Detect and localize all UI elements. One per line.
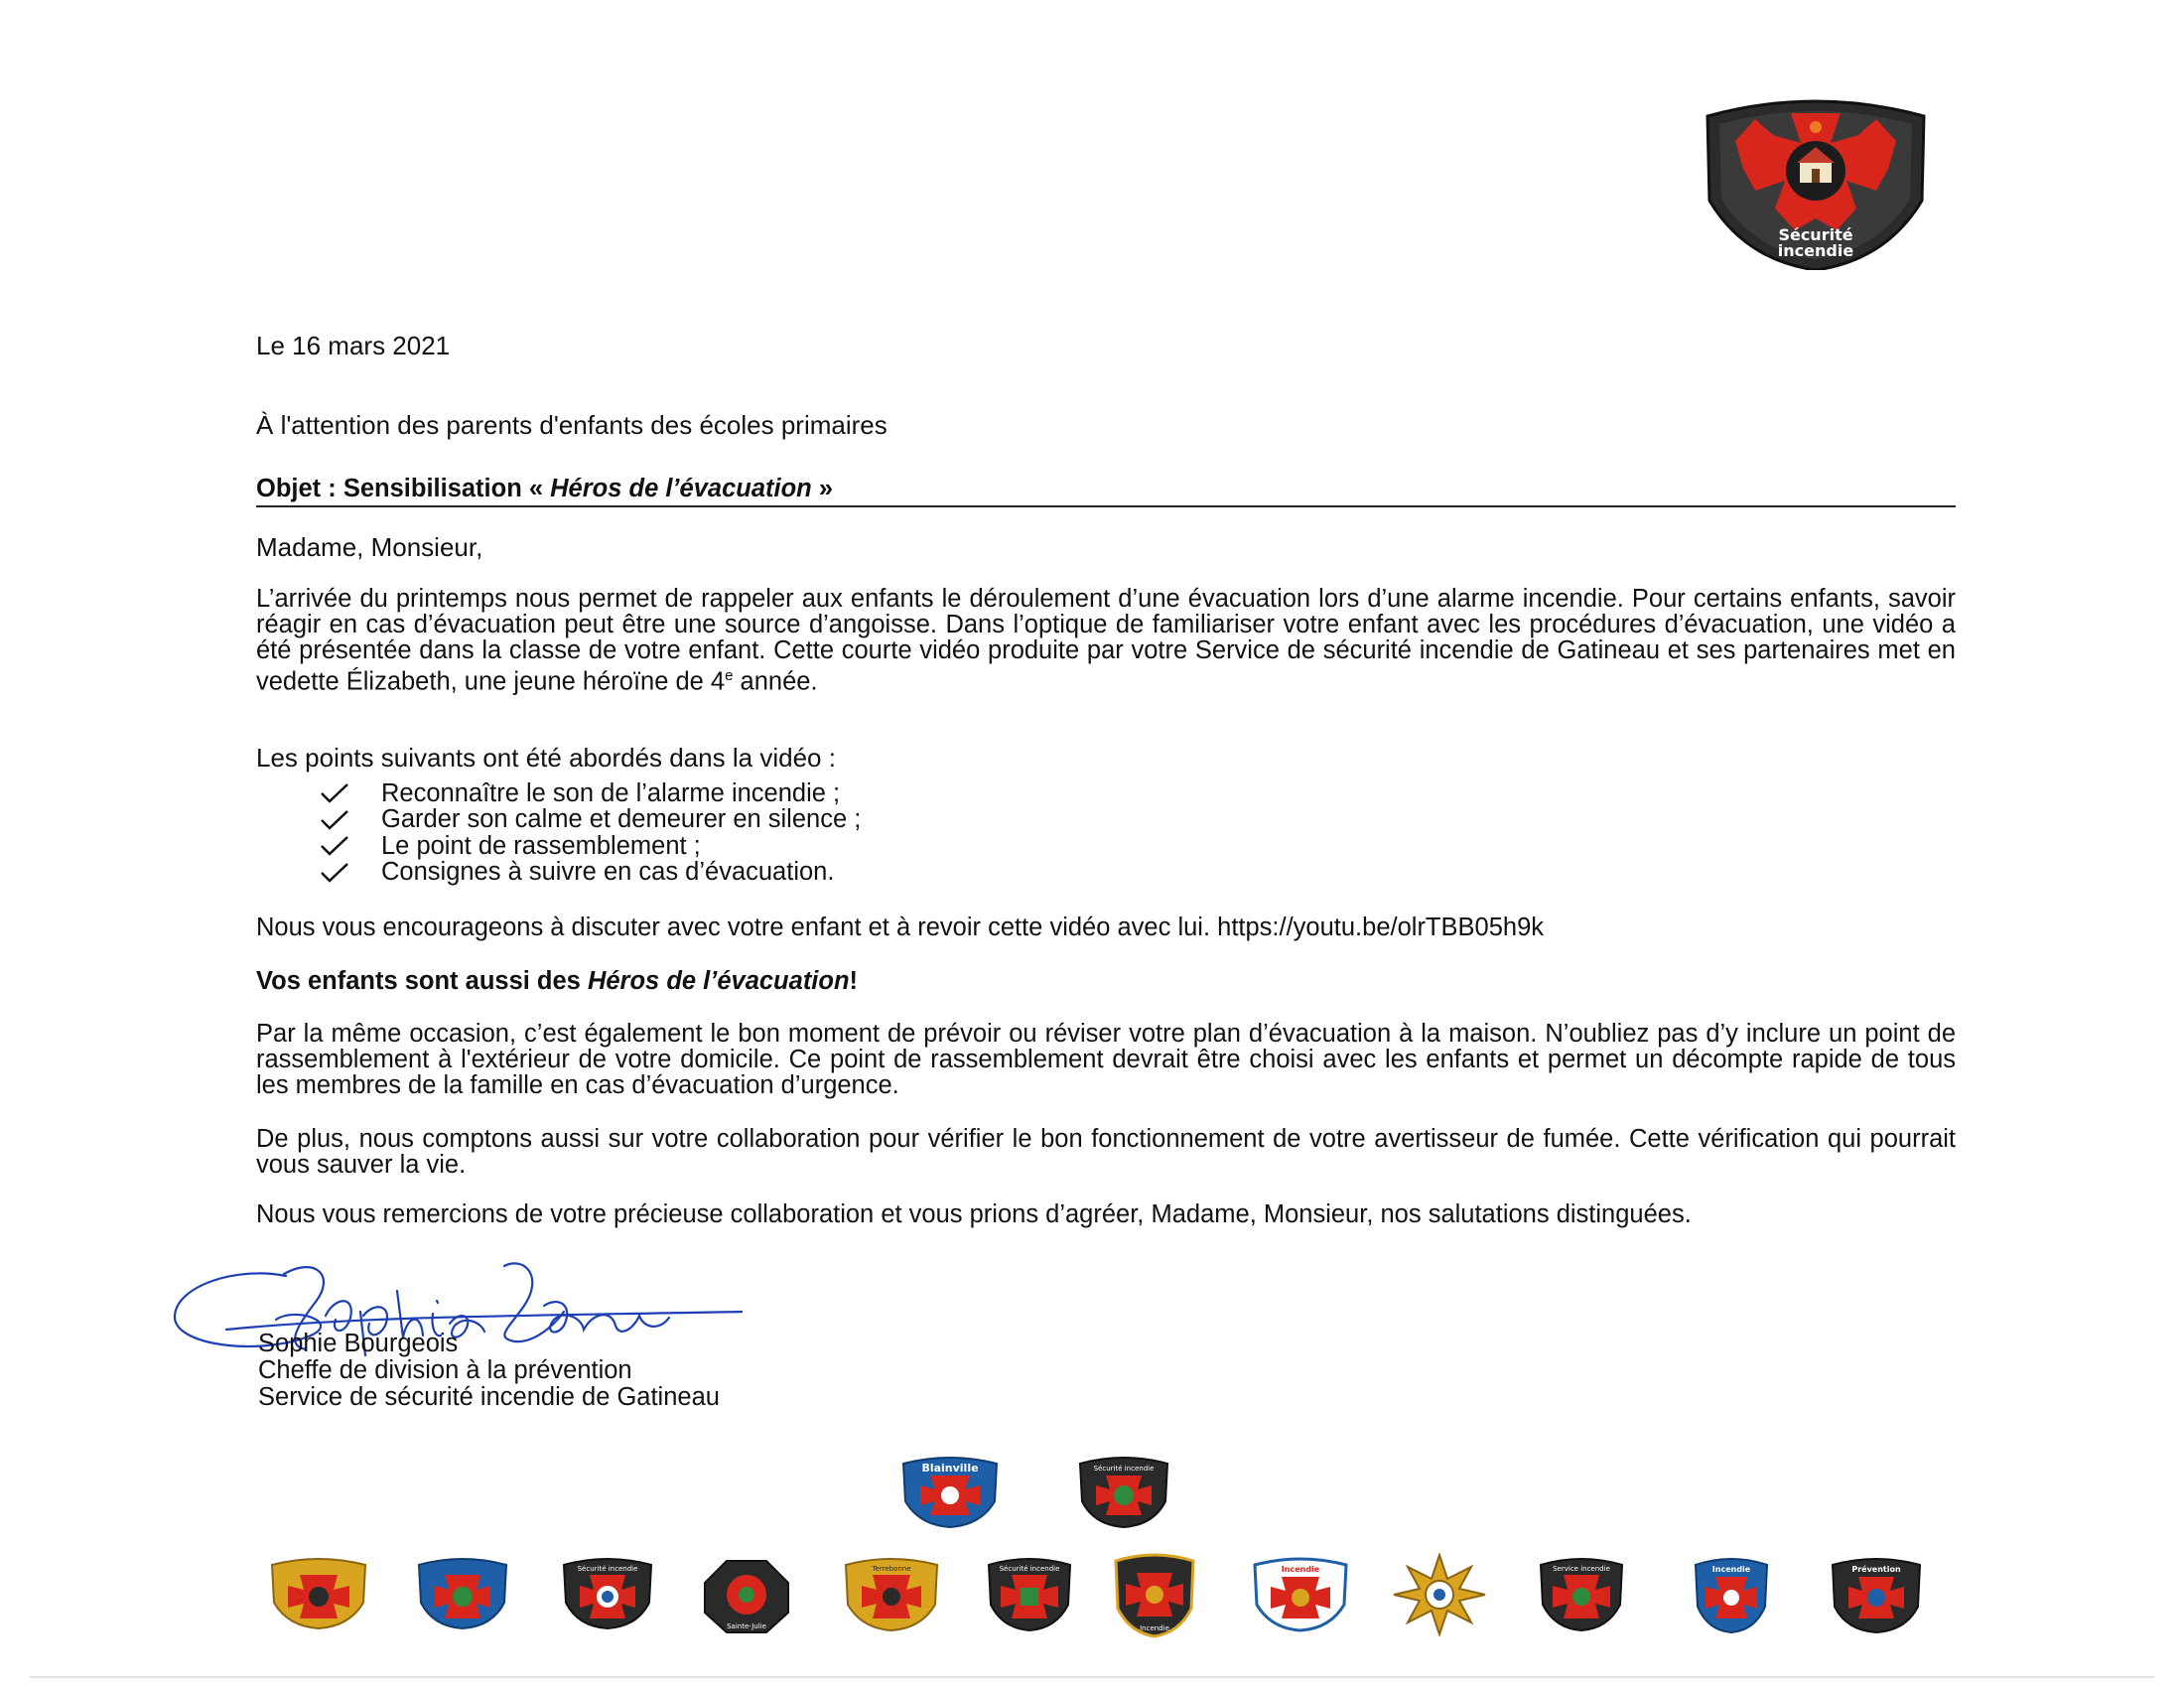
- subject-suffix: »: [811, 475, 834, 502]
- signature-block: [258, 1331, 720, 1411]
- partner-badge: [266, 1557, 371, 1630]
- letter-subject: [256, 475, 1956, 507]
- partner-badge: [1074, 1456, 1173, 1529]
- signer-title: Cheffe de division à la prévention: [258, 1356, 632, 1384]
- logo-text-securite: Sécurité: [1778, 225, 1853, 244]
- badge-label: Prévention: [1851, 1565, 1901, 1574]
- partner-badge: [983, 1557, 1076, 1632]
- signer-organization: Service de sécurité incendie de Gatineau: [258, 1383, 720, 1411]
- video-text: Nous vous encourageons à discuter avec votre enfant et à revoir cette vidéo avec lui.: [256, 914, 1218, 941]
- subject-title: Héros de l’évacuation: [550, 475, 812, 502]
- partner-badge: [840, 1557, 943, 1632]
- badge-label: Sécurité incendie: [999, 1565, 1060, 1573]
- heroes-title: Héros de l’évacuation: [587, 967, 850, 995]
- partner-badge: [1827, 1557, 1926, 1634]
- partner-badge: [1535, 1557, 1628, 1632]
- checkmark-icon: [320, 782, 349, 804]
- partner-badge: [1249, 1557, 1352, 1632]
- list-item: [320, 833, 861, 860]
- list-item-text: Le point de rassemblement ;: [381, 831, 701, 860]
- badge-label: Blainville: [921, 1462, 979, 1475]
- badge-label: Terrebonne: [872, 1565, 911, 1573]
- list-item-text: Garder son calme et demeurer en silence ;: [381, 805, 862, 834]
- heroes-prefix: Vos enfants sont aussi des: [256, 967, 588, 995]
- heroes-suffix: !: [849, 967, 859, 995]
- page-edge-line: [30, 1676, 2154, 1678]
- paragraph-closing: Nous vous remercions de votre précieuse collaboration et vous prions d’agréer, Madame, Monsieur, nos salutations distinguées.: [256, 1200, 1692, 1228]
- list-item: [320, 780, 861, 807]
- partner-badge: [1392, 1553, 1487, 1636]
- badge-label: Service incendie: [1553, 1565, 1610, 1573]
- badge-label: Incendie: [1281, 1565, 1320, 1574]
- partner-badge: [558, 1557, 657, 1630]
- paragraph-smoke-detector: De plus, nous comptons aussi sur votre collaboration pour vérifier le bon fonctionnement de votre avertisseur de fumée. Cette vérification qui pourrait vous sauver la vie.: [256, 1125, 1956, 1179]
- badge-label: Sécurité incendie: [1093, 1465, 1155, 1473]
- ordinal-superscript: e: [725, 667, 734, 684]
- letter-greeting: Madame, Monsieur,: [256, 532, 483, 562]
- list-item: [320, 860, 861, 887]
- partner-badge: [701, 1557, 792, 1636]
- badge-label: Sainte-Julie: [727, 1622, 766, 1630]
- list-item: [320, 807, 861, 834]
- partner-badge: [1110, 1553, 1199, 1638]
- blainville-badge: [895, 1456, 1005, 1529]
- checkmark-icon: [320, 809, 349, 831]
- signer-name: Sophie Bourgeois: [258, 1330, 459, 1357]
- partner-badge: [413, 1557, 512, 1630]
- list-intro: Les points suivants ont été abordés dans la vidéo :: [256, 743, 836, 773]
- badge-label: Incendie: [1140, 1624, 1169, 1632]
- checkmark-icon: [320, 862, 349, 884]
- badge-label: Incendie: [1711, 1565, 1751, 1574]
- letter-recipient: À l'attention des parents d'enfants des écoles primaires: [256, 410, 887, 440]
- partner-badge: [1690, 1557, 1773, 1634]
- video-line: [256, 914, 1544, 942]
- list-item-text: Consignes à suivre en cas d’évacuation.: [381, 858, 835, 887]
- logo-text-incendie: incendie: [1777, 241, 1854, 260]
- list-item-text: Reconnaître le son de l’alarme incendie ;: [381, 778, 841, 807]
- video-link[interactable]: https://youtu.be/olrTBB05h9k: [1217, 914, 1545, 941]
- badge-label: Sécurité incendie: [577, 1565, 638, 1573]
- checklist: [320, 780, 861, 886]
- checkmark-icon: [320, 835, 349, 857]
- paragraph-intro-end: année.: [733, 667, 818, 696]
- paragraph-intro: [256, 586, 1956, 695]
- securite-incendie-logo: [1688, 91, 1944, 270]
- letter-date: Le 16 mars 2021: [256, 331, 451, 360]
- paragraph-evacuation-plan: Par la même occasion, c’est également le bon moment de prévoir ou réviser votre plan d’évacuation à la maison. N’oubliez pas d’y inclure un point de rassemblement à l'extérieur de votre domicile. Ce point de rassemblement devrait être choisi avec les enfants et permet un décompte rapide de tous les membres de la famille en cas d’évacuation d’urgence.: [256, 1020, 1956, 1099]
- subject-prefix: Objet : Sensibilisation «: [256, 475, 551, 502]
- heroes-heading: [256, 967, 858, 996]
- paragraph-intro-text: L’arrivée du printemps nous permet de rappeler aux enfants le déroulement d’une évacuation lors d’une alarme incendie. Pour certains enfants, savoir réagir en cas d’évacuation peut être une source d’angoisse. Dans l’optique de familiariser votre enfant avec les procédures d’évacuation, une vidéo a été présentée dans la classe de votre enfant. Cette courte vidéo produite par votre Service de sécurité incendie de Gatineau et ses partenaires met en vedette Élizabeth, une jeune héroïne de 4: [256, 585, 1956, 696]
